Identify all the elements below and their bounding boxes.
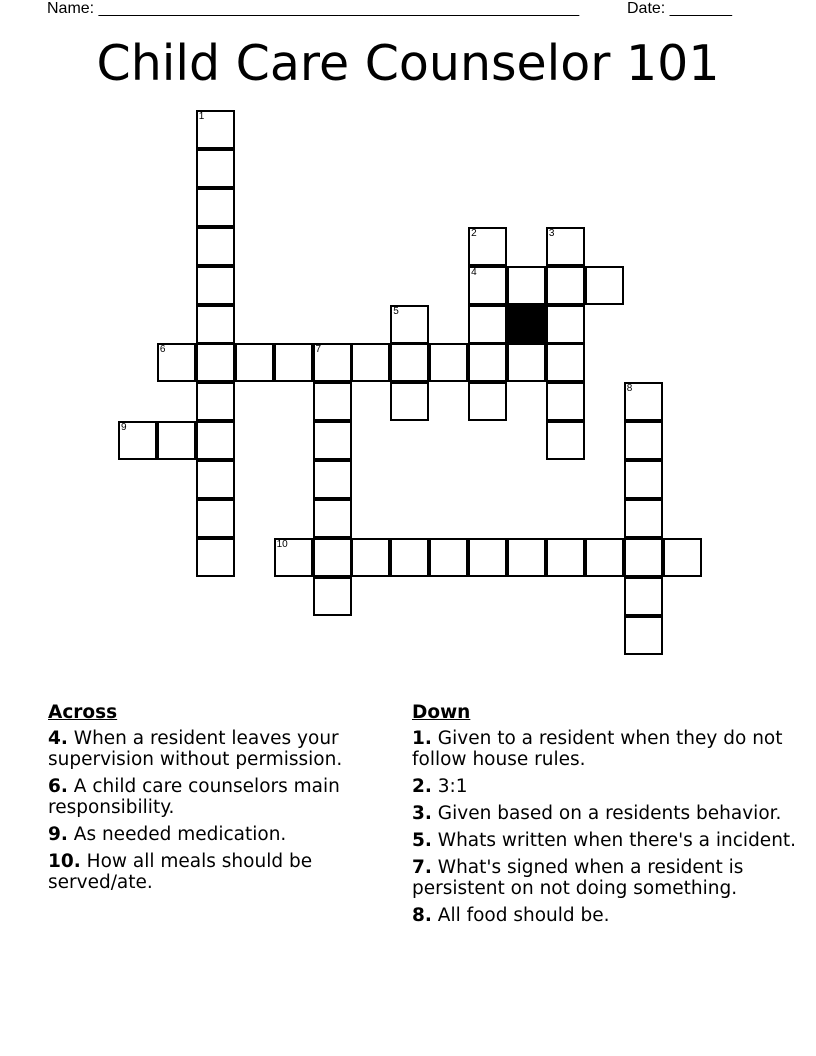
crossword-cell[interactable] [196, 227, 235, 266]
clue-number: 1 [198, 111, 205, 122]
across-clue-list [48, 728, 393, 893]
crossword-cell[interactable] [390, 305, 429, 344]
crossword-cell[interactable] [546, 305, 585, 344]
clue-number: 6 [159, 344, 166, 356]
crossword-cell[interactable] [196, 460, 235, 499]
clue-number: 7 [315, 344, 322, 356]
clue-text: All food should be. [431, 905, 610, 926]
clue-num: 8. [412, 905, 432, 926]
crossword-cell[interactable] [157, 421, 196, 460]
crossword-cell[interactable] [390, 538, 429, 577]
black-cell [507, 305, 546, 344]
clue-number: 2 [471, 227, 477, 239]
across-clue [48, 851, 393, 893]
clue-num: 6. [48, 776, 68, 797]
crossword-cell[interactable] [663, 538, 702, 577]
crossword-cell[interactable] [468, 227, 507, 266]
crossword-cell[interactable] [624, 616, 663, 655]
down-clue [412, 905, 812, 926]
clue-num: 9. [48, 824, 68, 845]
crossword-cell[interactable] [274, 343, 313, 382]
clue-text: As needed medication. [67, 824, 287, 845]
down-clue [412, 803, 812, 824]
clue-number: 4 [471, 266, 477, 278]
crossword-cell[interactable] [624, 421, 663, 460]
crossword-cell[interactable] [196, 421, 235, 460]
crossword-cell[interactable] [507, 538, 546, 577]
across-clue [48, 824, 393, 845]
name-line[interactable]: Name: ______________________________________________________ [47, 0, 580, 17]
down-heading: Down [412, 702, 471, 723]
clue-number: 9 [121, 422, 127, 434]
crossword-cell[interactable] [429, 538, 468, 577]
crossword-cell[interactable] [351, 343, 390, 382]
clue-text: When a resident leaves your supervision without permission. [48, 728, 343, 770]
crossword-cell[interactable] [313, 577, 352, 616]
crossword-cell[interactable] [624, 538, 663, 577]
crossword-cell[interactable] [313, 538, 352, 577]
crossword-cell[interactable] [585, 266, 624, 305]
crossword-cell[interactable] [351, 538, 390, 577]
crossword-cell[interactable] [313, 421, 352, 460]
clue-number: 3 [548, 227, 555, 239]
clue-text: What's signed when a resident is persistent on not doing something. [412, 857, 744, 899]
crossword-cell[interactable] [585, 538, 624, 577]
crossword-cell[interactable] [313, 382, 352, 421]
down-clue [412, 776, 812, 797]
crossword-cell[interactable] [274, 538, 313, 577]
crossword-cell[interactable] [429, 343, 468, 382]
crossword-cell[interactable] [624, 460, 663, 499]
crossword-cell[interactable] [546, 382, 585, 421]
clue-number: 10 [276, 538, 288, 550]
crossword-cell[interactable] [624, 499, 663, 538]
crossword-cell[interactable] [390, 382, 429, 421]
crossword-cell[interactable] [468, 305, 507, 344]
crossword-cell[interactable] [313, 499, 352, 538]
crossword-cell[interactable] [196, 188, 235, 227]
crossword-cell[interactable] [313, 460, 352, 499]
clue-num: 2. [412, 776, 432, 797]
crossword-cell[interactable] [546, 227, 585, 266]
clue-num: 3. [412, 803, 432, 824]
crossword-cell[interactable] [157, 343, 196, 382]
crossword-cell[interactable] [196, 538, 235, 577]
clue-num: 4. [48, 728, 68, 749]
crossword-cell[interactable] [196, 110, 235, 149]
crossword-cell[interactable] [118, 421, 157, 460]
down-clue [412, 830, 812, 851]
crossword-cell[interactable] [507, 266, 546, 305]
down-clue [412, 857, 812, 899]
across-clue [48, 728, 393, 770]
crossword-cell[interactable] [546, 538, 585, 577]
crossword-cell[interactable] [546, 421, 585, 460]
clue-number: 5 [393, 305, 399, 317]
clue-num: 7. [412, 857, 432, 878]
crossword-cell[interactable] [546, 343, 585, 382]
crossword-cell[interactable] [468, 343, 507, 382]
down-clue [412, 728, 812, 770]
clue-text: How all meals should be served/ate. [48, 851, 313, 893]
crossword-cell[interactable] [546, 266, 585, 305]
clue-text: 3:1 [431, 776, 468, 797]
crossword-cell[interactable] [196, 149, 235, 188]
across-heading: Across [48, 702, 118, 723]
across-clue [48, 776, 393, 818]
crossword-cell[interactable] [196, 382, 235, 421]
crossword-cell[interactable] [196, 305, 235, 344]
page-title: Child Care Counselor 101 [96, 35, 720, 92]
across-clues [48, 702, 393, 899]
clue-num: 10. [48, 851, 81, 872]
clue-text: A child care counselors main responsibility. [48, 776, 340, 818]
clue-number: 8 [626, 383, 633, 395]
crossword-cell[interactable] [624, 382, 663, 421]
crossword-cell[interactable] [624, 577, 663, 616]
crossword-cell[interactable] [313, 343, 352, 382]
crossword-cell[interactable] [390, 343, 429, 382]
clue-text: Whats written when there's a incident. [431, 830, 797, 851]
crossword-cell[interactable] [468, 266, 507, 305]
crossword-cell[interactable] [196, 343, 235, 382]
down-clue-list [412, 728, 812, 926]
crossword-cell[interactable] [196, 266, 235, 305]
clue-text: Given based on a residents behavior. [431, 803, 782, 824]
clue-num: 1. [412, 728, 432, 749]
crossword-cell[interactable] [468, 538, 507, 577]
clue-text: Given to a resident when they do not follow house rules. [412, 728, 783, 770]
down-clues [412, 702, 812, 932]
crossword-cell[interactable] [507, 343, 546, 382]
crossword-cell[interactable] [235, 343, 274, 382]
date-line[interactable]: Date: _______ [627, 0, 732, 17]
clue-num: 5. [412, 830, 432, 851]
crossword-cell[interactable] [196, 499, 235, 538]
crossword-cell[interactable] [468, 382, 507, 421]
